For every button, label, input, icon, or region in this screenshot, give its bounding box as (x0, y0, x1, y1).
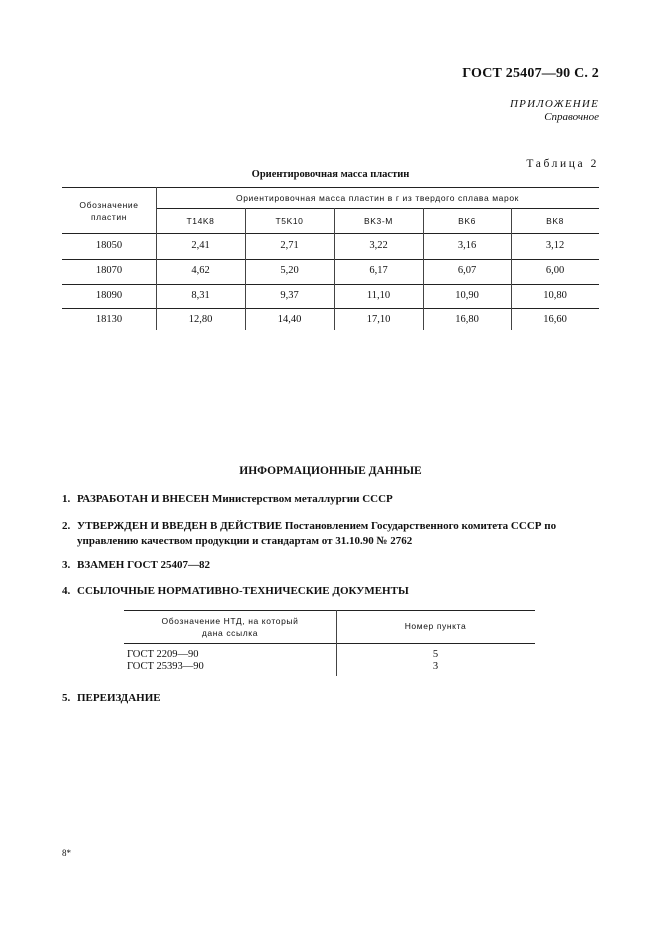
info-item-text: ССЫЛОЧНЫЕ НОРМАТИВНО-ТЕХНИЧЕСКИЕ ДОКУМЕНТЫ (77, 585, 409, 597)
info-item-number: 4. (62, 585, 71, 597)
table-rule-row (62, 284, 599, 285)
ntd-point: 3 (432, 661, 439, 672)
mass-value: 16,60 (543, 314, 567, 325)
info-item-text-continued: управлению качеством продукции и стандартам от 31.10.90 № 2762 (77, 535, 413, 547)
plate-id: 18130 (95, 314, 123, 325)
column-header-grade: BK8 (546, 216, 564, 226)
info-item-number: 1. (62, 493, 71, 505)
info-item-text: РАЗРАБОТАН И ВНЕСЕН Министерством металлургии СССР (77, 493, 393, 505)
mass-value: 6,00 (545, 265, 565, 276)
info-item (62, 493, 393, 505)
appendix-label (510, 98, 599, 124)
mass-value: 12,80 (188, 314, 213, 325)
info-item (62, 692, 161, 704)
ntd-rule-top (124, 610, 535, 611)
mass-value: 6,17 (369, 265, 388, 276)
info-item (62, 559, 210, 571)
mass-value: 2,41 (191, 240, 210, 251)
info-item-text: УТВЕРЖДЕН И ВВЕДЕН В ДЕЙСТВИЕ Постановлением Государственного комитета СССР по (77, 520, 557, 532)
info-item-number: 2. (62, 520, 71, 532)
mass-value: 3,12 (545, 240, 565, 251)
plate-id: 18070 (95, 265, 123, 276)
mass-value: 11,10 (366, 290, 391, 301)
table-rule-top (62, 187, 599, 188)
table-rule-row (62, 308, 599, 309)
info-item (62, 519, 556, 549)
column-header-grade: T14K8 (186, 216, 215, 226)
mass-value: 17,10 (366, 314, 391, 325)
column-header-grade: T5K10 (275, 216, 304, 226)
info-section-title: ИНФОРМАЦИОННЫЕ ДАННЫЕ (239, 465, 422, 477)
column-header-grade: BK6 (458, 216, 476, 226)
mass-value: 3,22 (369, 240, 388, 251)
mass-value: 16,80 (455, 314, 479, 325)
table-rule-row (62, 259, 599, 260)
page-footer-mark: 8* (62, 848, 71, 858)
table-title: Ориентировочная масса пластин (251, 169, 410, 180)
ntd-column-header-doc: Обозначение НТД, на который дана ссылка (161, 616, 299, 638)
mass-value: 14,40 (277, 314, 302, 325)
table-col-divider (156, 187, 157, 330)
appendix-subtitle: Справочное (544, 111, 599, 123)
info-item-number: 3. (62, 559, 71, 571)
ntd-doc: ГОСТ 2209—90 (127, 649, 199, 660)
info-item-number: 5. (62, 692, 71, 704)
plate-id: 18050 (95, 240, 123, 251)
mass-value: 10,80 (543, 290, 567, 301)
mass-value: 10,90 (455, 290, 479, 301)
mass-value: 2,71 (280, 240, 299, 251)
info-item-text: ПЕРЕИЗДАНИЕ (77, 692, 161, 704)
mass-value: 9,37 (280, 290, 299, 301)
table-label: Таблица 2 (526, 158, 599, 170)
table-rule-header (62, 233, 599, 234)
ntd-rule-header (124, 643, 535, 644)
column-header-grade: BK3-M (364, 216, 393, 226)
column-group-header: Ориентировочная масса пластин в г из твердого сплава марок (236, 193, 519, 203)
ntd-column-header-point: Номер пункта (404, 621, 467, 631)
column-header-designation: Обозначение пластин (79, 200, 139, 222)
info-item-text: ВЗАМЕН ГОСТ 25407—82 (77, 559, 211, 571)
doc-reference: ГОСТ 25407—90 С. 2 (462, 66, 599, 81)
appendix-title: ПРИЛОЖЕНИЕ (510, 98, 599, 110)
info-item (62, 585, 409, 597)
table-rule-group (156, 208, 599, 209)
ntd-point: 5 (432, 649, 439, 660)
mass-value: 6,07 (457, 265, 477, 276)
mass-value: 5,20 (280, 265, 299, 276)
mass-value: 4,62 (191, 265, 210, 276)
mass-value: 3,16 (457, 240, 477, 251)
ntd-doc: ГОСТ 25393—90 (127, 661, 204, 672)
plate-id: 18090 (95, 290, 123, 301)
mass-value: 8,31 (191, 290, 210, 301)
